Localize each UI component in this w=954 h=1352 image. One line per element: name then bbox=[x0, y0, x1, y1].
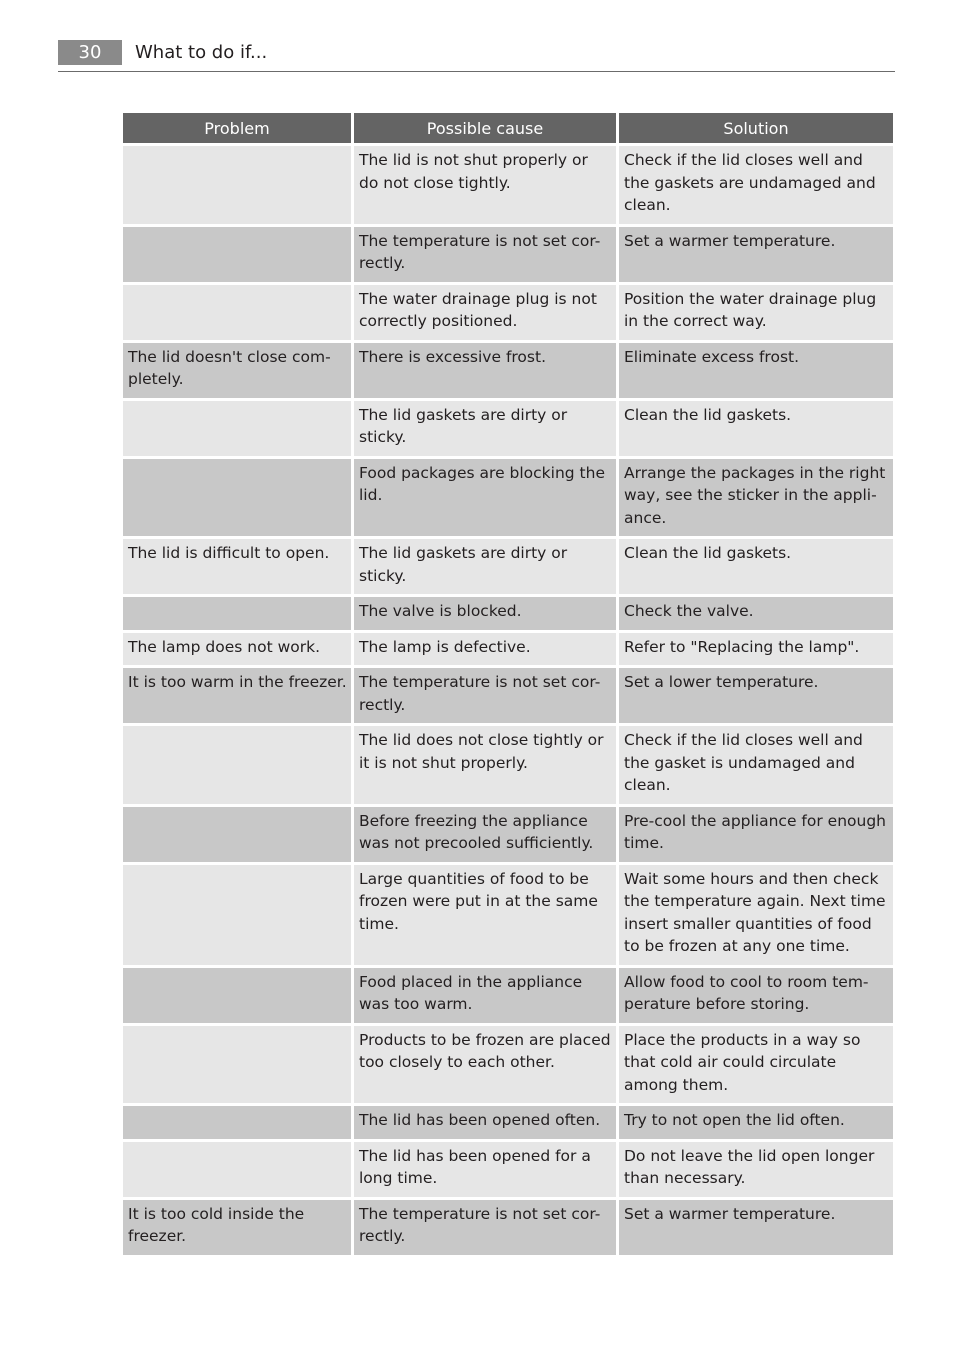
cause-cell: The lid has been opened often. bbox=[354, 1106, 616, 1139]
cause-cell: Large quantities of food to be frozen were put in at the same time. bbox=[354, 865, 616, 965]
problem-cell bbox=[123, 1142, 351, 1197]
table-row bbox=[123, 146, 893, 224]
table-row bbox=[123, 968, 893, 1023]
cause-cell: There is excessive frost. bbox=[354, 343, 616, 398]
problem-cell bbox=[123, 807, 351, 862]
problem-cell: The lid is difficult to open. bbox=[123, 539, 351, 594]
cause-cell: The lid has been opened for a long time. bbox=[354, 1142, 616, 1197]
page-header bbox=[58, 40, 895, 72]
problem-cell: It is too warm in the freezer. bbox=[123, 668, 351, 723]
cause-cell: The lid does not close tightly or it is not shut properly. bbox=[354, 726, 616, 804]
problem-cell: The lid doesn't close com-pletely. bbox=[123, 343, 351, 398]
solution-cell: Allow food to cool to room tem-perature before storing. bbox=[619, 968, 893, 1023]
table-row bbox=[123, 285, 893, 340]
solution-cell: Clean the lid gaskets. bbox=[619, 401, 893, 456]
problem-cell: The lamp does not work. bbox=[123, 633, 351, 666]
solution-cell: Wait some hours and then check the temperature again. Next time insert smaller quantities of food to be frozen at any one time. bbox=[619, 865, 893, 965]
solution-cell: Pre-cool the appliance for enough time. bbox=[619, 807, 893, 862]
solution-cell: Set a lower temperature. bbox=[619, 668, 893, 723]
cause-cell: The lid gaskets are dirty or sticky. bbox=[354, 539, 616, 594]
solution-cell: Try to not open the lid often. bbox=[619, 1106, 893, 1139]
column-header-possible-cause: Possible cause bbox=[354, 113, 616, 143]
cause-cell: The temperature is not set cor-rectly. bbox=[354, 1200, 616, 1255]
cause-cell: The water drainage plug is not correctly positioned. bbox=[354, 285, 616, 340]
table-row bbox=[123, 1200, 893, 1255]
table-row bbox=[123, 668, 893, 723]
cause-cell: The valve is blocked. bbox=[354, 597, 616, 630]
problem-cell bbox=[123, 459, 351, 537]
column-header-solution: Solution bbox=[619, 113, 893, 143]
page-number: 30 bbox=[58, 40, 122, 65]
problem-cell bbox=[123, 726, 351, 804]
solution-cell: Place the products in a way so that cold air could circulate among them. bbox=[619, 1026, 893, 1104]
cause-cell: The lid is not shut properly or do not close tightly. bbox=[354, 146, 616, 224]
table-row bbox=[123, 343, 893, 398]
problem-cell bbox=[123, 227, 351, 282]
table-header-row bbox=[123, 113, 893, 143]
problem-cell bbox=[123, 401, 351, 456]
table-row bbox=[123, 401, 893, 456]
problem-cell bbox=[123, 285, 351, 340]
table-row bbox=[123, 807, 893, 862]
cause-cell: Food packages are blocking the lid. bbox=[354, 459, 616, 537]
solution-cell: Clean the lid gaskets. bbox=[619, 539, 893, 594]
problem-cell bbox=[123, 146, 351, 224]
section-title: What to do if... bbox=[135, 42, 268, 63]
solution-cell: Set a warmer temperature. bbox=[619, 1200, 893, 1255]
cause-cell: The temperature is not set cor-rectly. bbox=[354, 227, 616, 282]
table-row bbox=[123, 459, 893, 537]
table-row bbox=[123, 1142, 893, 1197]
problem-cell bbox=[123, 968, 351, 1023]
table-row bbox=[123, 633, 893, 666]
table-row bbox=[123, 1106, 893, 1139]
table-row bbox=[123, 597, 893, 630]
problem-cell: It is too cold inside the freezer. bbox=[123, 1200, 351, 1255]
table-row bbox=[123, 539, 893, 594]
cause-cell: Before freezing the appliance was not precooled sufficiently. bbox=[354, 807, 616, 862]
cause-cell: Products to be frozen are placed too closely to each other. bbox=[354, 1026, 616, 1104]
solution-cell: Check if the lid closes well and the gasket is undamaged and clean. bbox=[619, 726, 893, 804]
table-row bbox=[123, 1026, 893, 1104]
cause-cell: The temperature is not set cor-rectly. bbox=[354, 668, 616, 723]
problem-cell bbox=[123, 1106, 351, 1139]
column-header-problem: Problem bbox=[123, 113, 351, 143]
solution-cell: Set a warmer temperature. bbox=[619, 227, 893, 282]
solution-cell: Eliminate excess frost. bbox=[619, 343, 893, 398]
problem-cell bbox=[123, 865, 351, 965]
solution-cell: Do not leave the lid open longer than necessary. bbox=[619, 1142, 893, 1197]
table-row bbox=[123, 865, 893, 965]
cause-cell: The lid gaskets are dirty or sticky. bbox=[354, 401, 616, 456]
solution-cell: Refer to "Replacing the lamp". bbox=[619, 633, 893, 666]
solution-cell: Check the valve. bbox=[619, 597, 893, 630]
problem-cell bbox=[123, 597, 351, 630]
table-row bbox=[123, 726, 893, 804]
solution-cell: Position the water drainage plug in the correct way. bbox=[619, 285, 893, 340]
table-row bbox=[123, 227, 893, 282]
cause-cell: Food placed in the appliance was too warm. bbox=[354, 968, 616, 1023]
cause-cell: The lamp is defective. bbox=[354, 633, 616, 666]
solution-cell: Check if the lid closes well and the gaskets are undamaged and clean. bbox=[619, 146, 893, 224]
solution-cell: Arrange the packages in the right way, see the sticker in the appli-ance. bbox=[619, 459, 893, 537]
problem-cell bbox=[123, 1026, 351, 1104]
troubleshooting-table bbox=[120, 110, 896, 1258]
